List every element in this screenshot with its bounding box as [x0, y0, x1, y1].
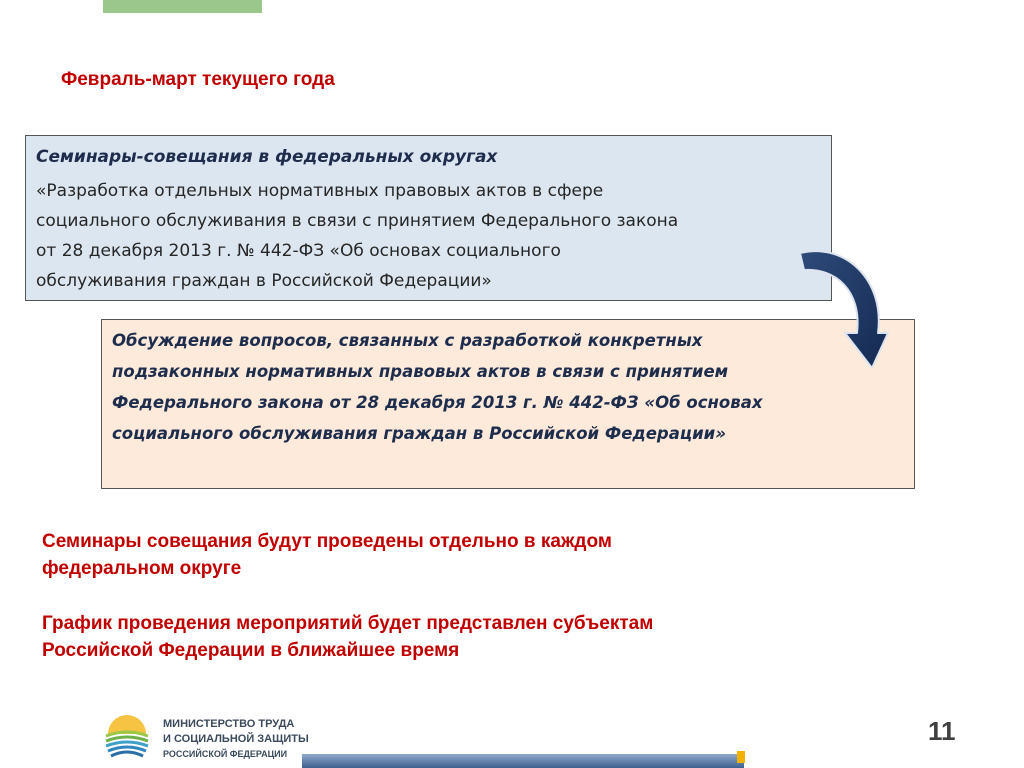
discussion-line: подзаконных нормативных правовых актов в связи с принятием	[112, 362, 729, 381]
seminars-box-text	[36, 176, 821, 296]
slide-heading: Февраль-март текущего года	[61, 69, 335, 90]
logo-line: И СОЦИАЛЬНОЙ ЗАЩИТЫ	[163, 733, 309, 745]
page-number: 11	[928, 716, 956, 746]
seminars-line: «Разработка отдельных нормативных правовых актов в сфере	[36, 181, 604, 201]
logo-line: РОССИЙСКОЙ ФЕДЕРАЦИИ	[163, 749, 288, 759]
discussion-line: Федерального закона от 28 декабря 2013 г. № 442-ФЗ «Об основах	[112, 393, 763, 412]
discussion-line: Обсуждение вопросов, связанных с разработкой конкретных	[112, 331, 703, 350]
discussion-line: социального обслуживания граждан в Российской Федерации»	[112, 424, 726, 443]
curved-arrow-icon	[790, 240, 890, 375]
ministry-logo-icon	[104, 714, 150, 762]
note-line: Российской Федерации в ближайшее время	[42, 640, 460, 661]
note-schedule	[42, 610, 802, 664]
seminars-box-title: Семинары-совещания в федеральных округах	[36, 147, 498, 167]
seminars-box	[25, 135, 832, 301]
seminars-line: социального обслуживания в связи с принятием Федерального закона	[36, 211, 679, 231]
note-seminars	[42, 528, 802, 582]
top-accent-bar	[103, 0, 262, 13]
footer-bar	[302, 754, 744, 768]
footer-accent	[737, 751, 745, 763]
note-line: График проведения мероприятий будет представлен субъектам	[42, 613, 654, 634]
note-line: Семинары совещания будут проведены отдельно в каждом	[42, 531, 612, 552]
seminars-line: от 28 декабря 2013 г. № 442-ФЗ «Об основах социального	[36, 241, 561, 261]
logo-line: МИНИСТЕРСТВО ТРУДА	[163, 718, 295, 730]
seminars-line: обслуживания граждан в Российской Федерации»	[36, 271, 492, 291]
discussion-box-text	[112, 325, 904, 449]
note-line: федеральном округе	[42, 558, 242, 579]
ministry-logo-text	[163, 717, 309, 762]
